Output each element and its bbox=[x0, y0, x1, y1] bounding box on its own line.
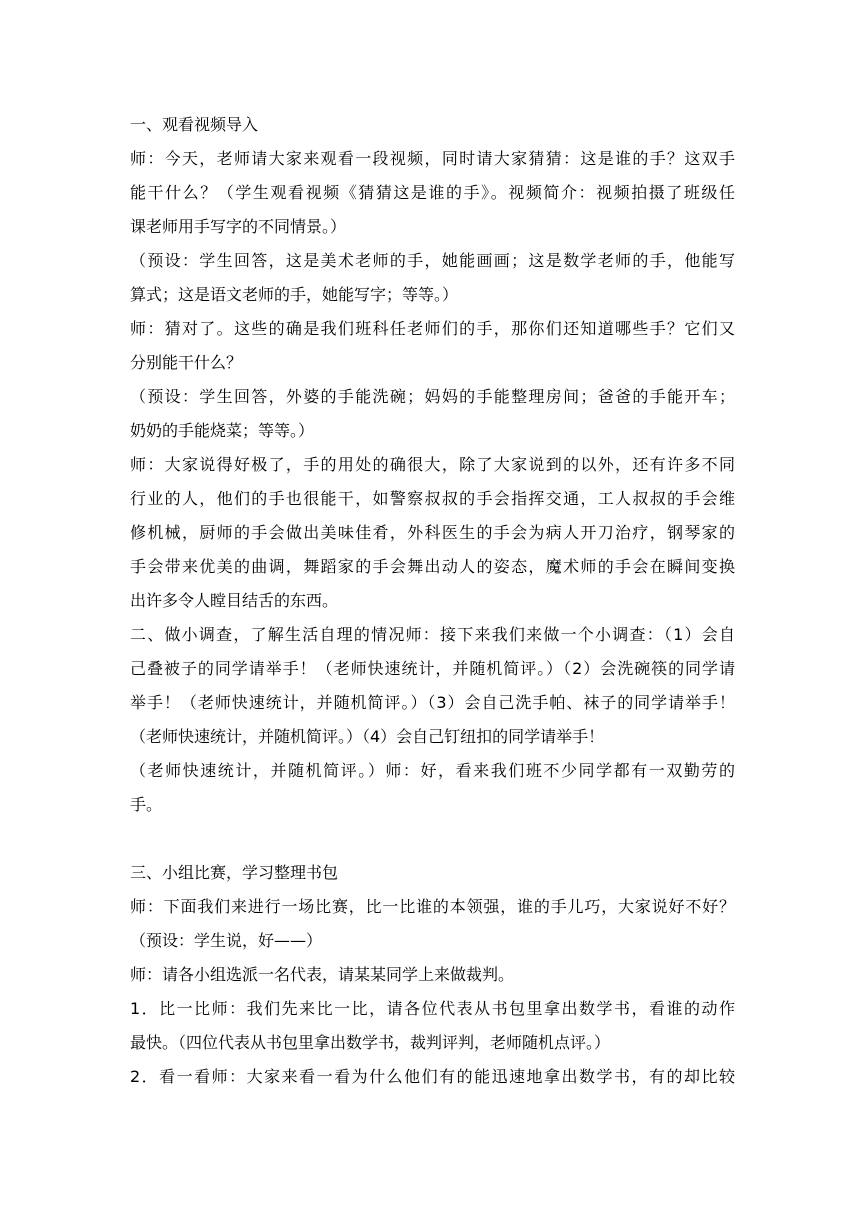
text-line: 举手！（老师快速统计，并随机简评。）（3）会自己洗手帕、袜子的同学请举手！ bbox=[130, 693, 735, 712]
text-line: 师：今天，老师请大家来观看一段视频，同时请大家猜猜：这是谁的手？这双手 bbox=[130, 149, 735, 168]
text-line: 师：下面我们来进行一场比赛，比一比谁的本领强，谁的手儿巧，大家说好不好？ bbox=[130, 897, 735, 916]
text-line: 分别能干什么？ bbox=[130, 353, 243, 372]
section-heading-3: 三、小组比赛，学习整理书包 bbox=[130, 863, 339, 882]
text-line: 2．看一看师：大家来看一看为什么他们有的能迅速地拿出数学书，有的却比较 bbox=[130, 1067, 735, 1086]
text-line: 手。 bbox=[130, 795, 163, 814]
text-line: 能干什么？（学生观看视频《猜猜这是谁的手》。视频简介：视频拍摄了班级任 bbox=[130, 183, 735, 202]
text-line: 行业的人，他们的手也很能干，如警察叔叔的手会指挥交通，工人叔叔的手会维 bbox=[130, 489, 735, 508]
section-heading-1: 一、观看视频导入 bbox=[130, 115, 259, 134]
text-line: 师：请各小组选派一名代表，请某某同学上来做裁判。 bbox=[130, 965, 515, 984]
text-line: 己叠被子的同学请举手！（老师快速统计，并随机简评。）（2）会洗碗筷的同学请 bbox=[130, 659, 735, 678]
text-line: 课老师用手写字的不同情景。） bbox=[130, 217, 347, 236]
text-line: 师：猜对了。这些的确是我们班科任老师们的手，那你们还知道哪些手？它们又 bbox=[130, 319, 735, 338]
text-line: 师：大家说得好极了，手的用处的确很大，除了大家说到的以外，还有许多不同 bbox=[130, 455, 735, 474]
document-body bbox=[130, 108, 735, 1094]
text-line: 修机械，厨师的手会做出美味佳肴，外科医生的手会为病人开刀治疗，钢琴家的 bbox=[130, 523, 735, 542]
text-line: 出许多令人瞠目结舌的东西。 bbox=[130, 591, 339, 610]
text-line: 算式；这是语文老师的手，她能写字；等等。） bbox=[130, 285, 459, 304]
text-line: （老师快速统计，并随机简评。）（4）会自己钉纽扣的同学请举手！ bbox=[130, 727, 605, 746]
text-line: （预设：学生说，好——） bbox=[130, 931, 323, 950]
text-line: （预设：学生回答，这是美术老师的手，她能画画；这是数学老师的手，他能写 bbox=[130, 251, 735, 270]
text-line: 1．比一比师：我们先来比一比，请各位代表从书包里拿出数学书，看谁的动作 bbox=[130, 999, 735, 1018]
text-line: 最快。（四位代表从书包里拿出数学书，裁判评判，老师随机点评。） bbox=[130, 1033, 611, 1052]
text-line: （老师快速统计，并随机简评。）师：好，看来我们班不少同学都有一双勤劳的 bbox=[130, 761, 735, 780]
text-line: 奶奶的手能烧菜；等等。） bbox=[130, 421, 315, 440]
section-heading-2: 二、做小调查，了解生活自理的情况师：接下来我们来做一个小调查：（1）会自 bbox=[130, 625, 735, 644]
blank-line bbox=[130, 822, 735, 856]
text-line: 手会带来优美的曲调，舞蹈家的手会舞出动人的姿态，魔术师的手会在瞬间变换 bbox=[130, 557, 735, 576]
text-line: （预设：学生回答，外婆的手能洗碗；妈妈的手能整理房间；爸爸的手能开车； bbox=[130, 387, 735, 406]
